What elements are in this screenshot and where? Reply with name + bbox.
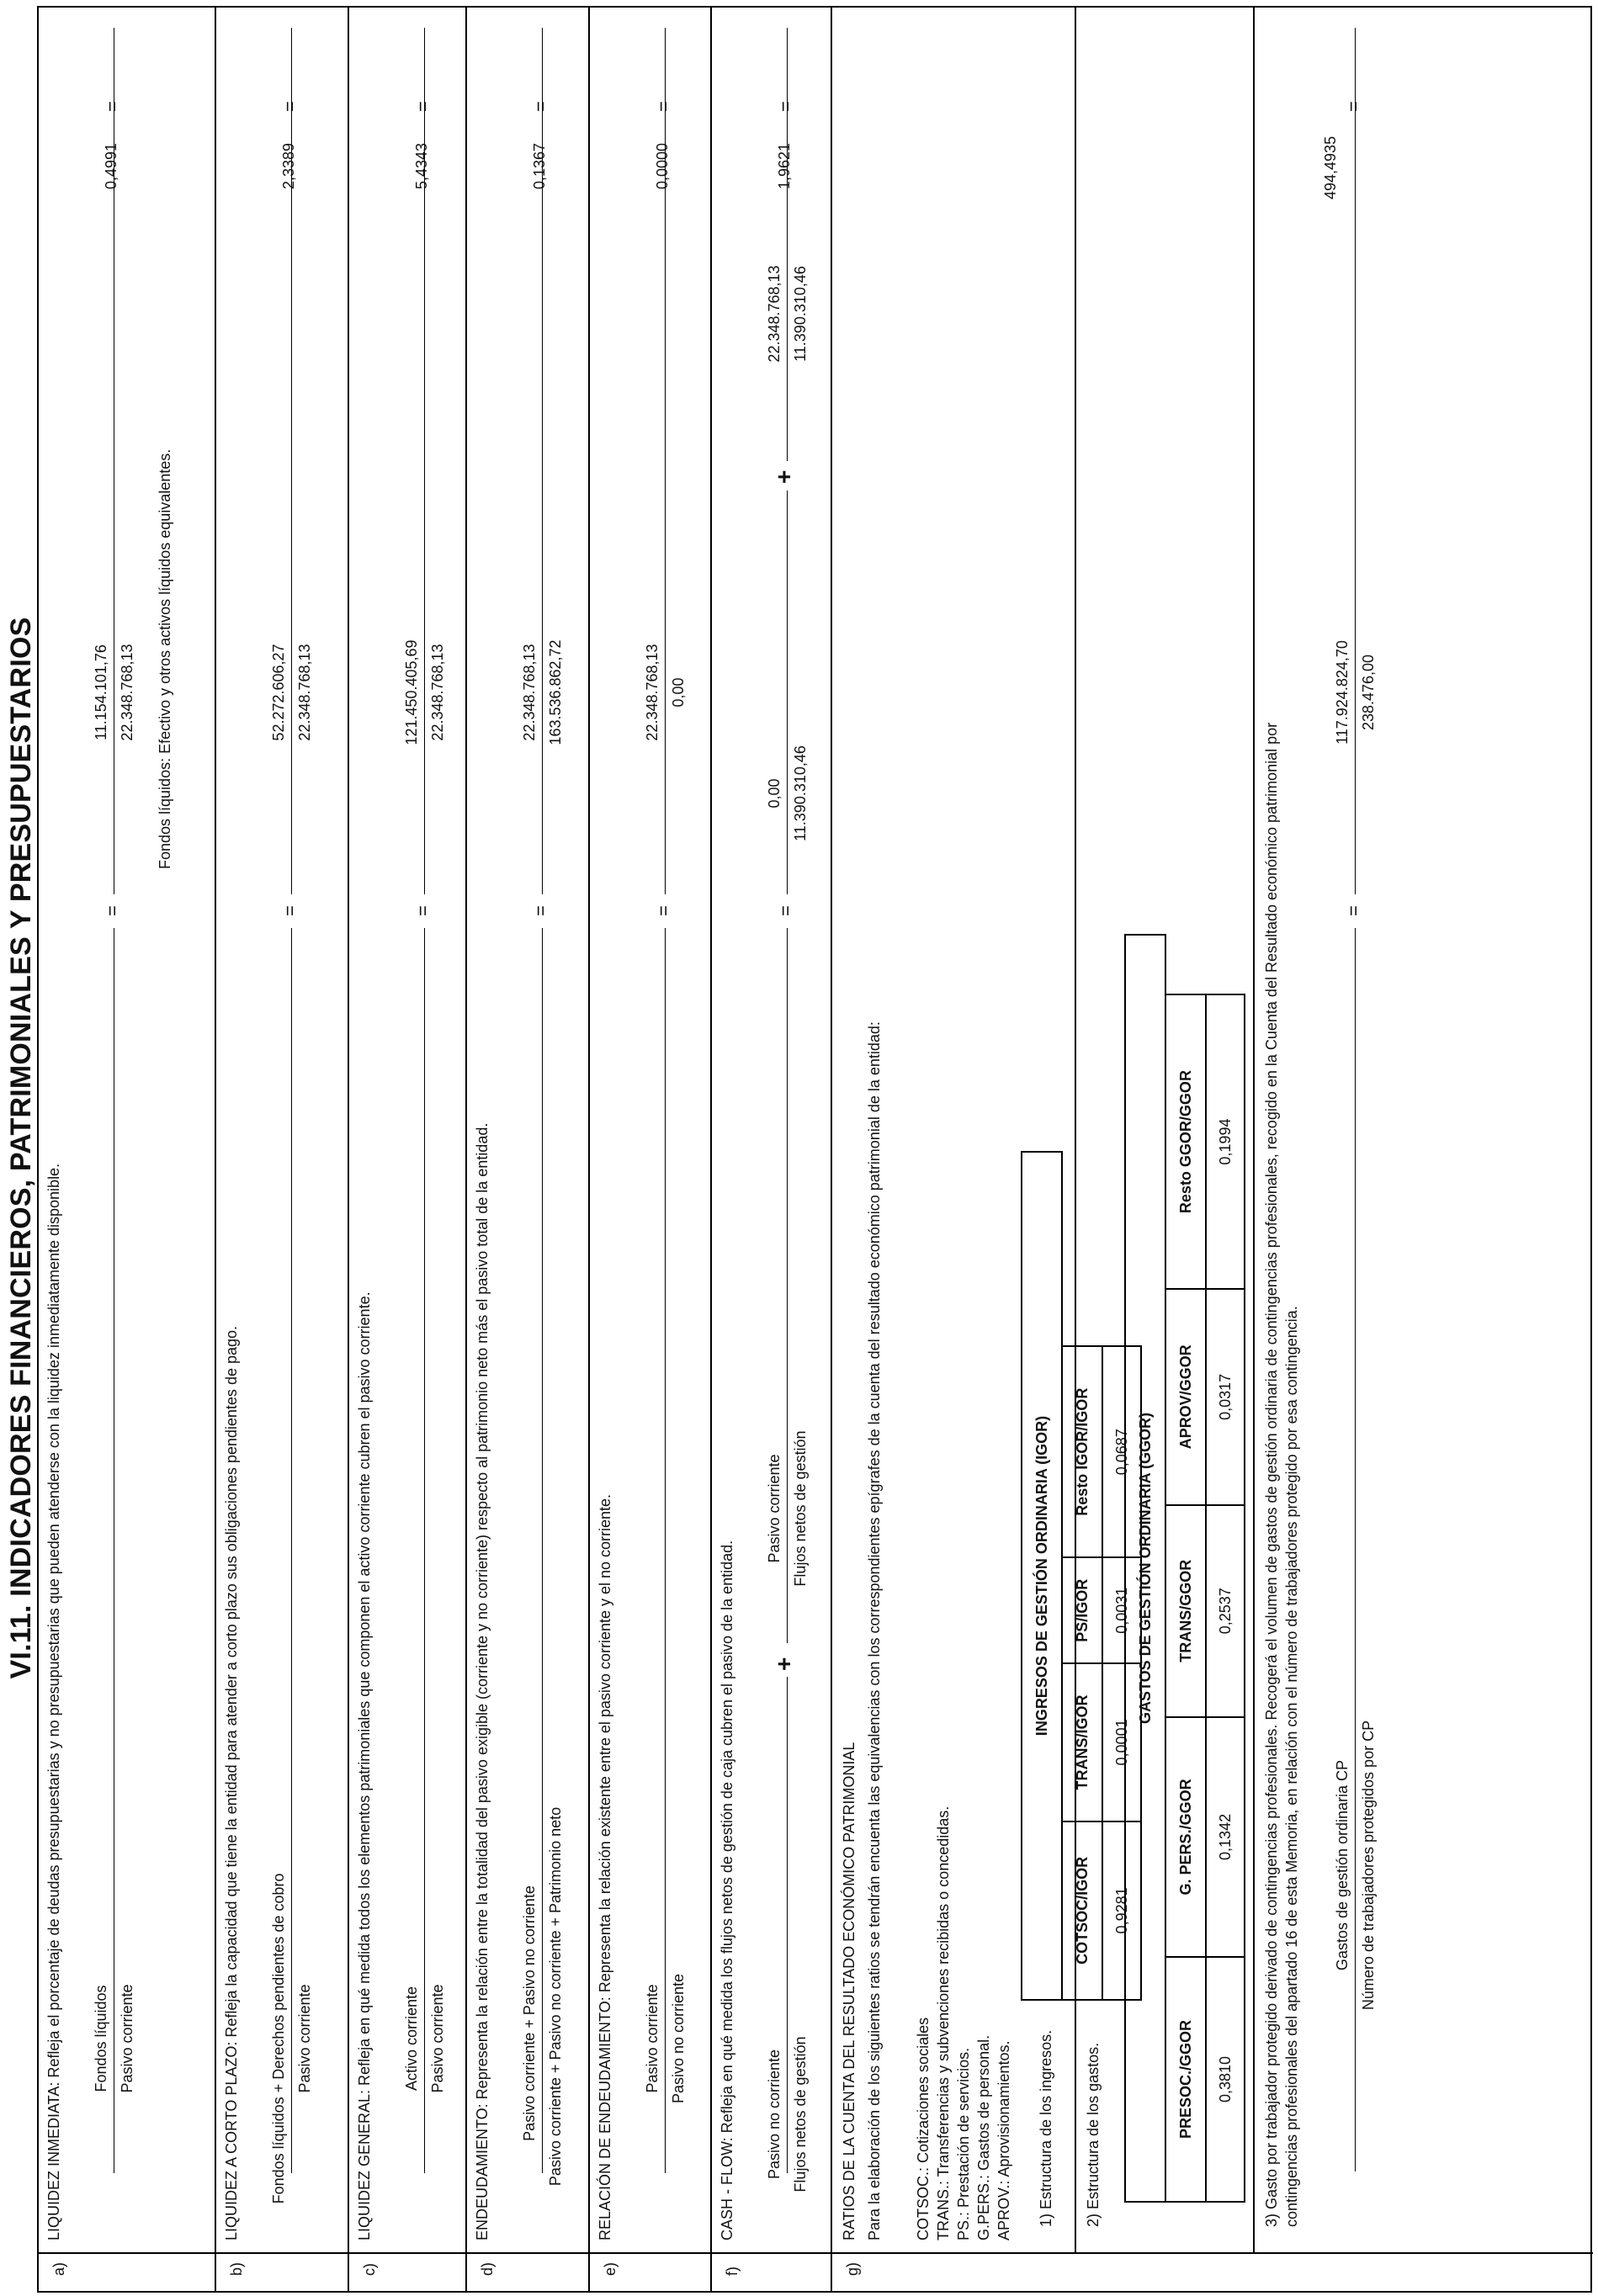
section-d-description: ENDEUDAMIENTO: Representa la relación entre la totalidad del pasivo exigible (corriente y no corriente) respecto al patrimonio neto más el pasivo total de la entidad. (474, 1122, 491, 2240)
section-a-numerator-value: 11.154.101,76 (93, 644, 109, 740)
section-f-term1-denominator: Flujos netos de gestión (792, 2036, 809, 2193)
section-f-description: CASH - FLOW: Refleja en qué medida los flujos netos de gestión de caja cubren el pasivo de la entidad. (719, 1540, 735, 2240)
section-d (467, 8, 590, 2291)
section-d-denominator-label: Pasivo corriente + Pasivo no corriente + Patrimonio neto (547, 1806, 564, 2187)
section-b-fraction-line (291, 928, 292, 2173)
gasto-trabajador-text-2: contingencias profesionales del apartado 16 de esta Memoria, en relación con el número de trabajadores protegido por esa contingencia. (1283, 1306, 1300, 2227)
glossary-cotsoc: COTSOC.: Cotizaciones sociales (915, 2017, 932, 2240)
section-f-value2-numerator: 22.348.768,13 (766, 265, 783, 363)
section-f-term2-line (787, 928, 788, 1643)
section-d-numerator-value: 22.348.768,13 (521, 644, 538, 741)
gastos-value-aprov: 0,0317 (1206, 1289, 1245, 1504)
section-a-denominator-label: Pasivo corriente (119, 1984, 135, 2093)
gastos-header-aprov: APROV/GGOR (1165, 1289, 1206, 1504)
gasto-trabajador-numerator-label: Gastos de gestión ordinaria CP (1334, 1759, 1351, 1971)
section-f-term2-numerator: Pasivo corriente (766, 1454, 783, 1563)
section-e-equals-right: = (653, 101, 674, 112)
ratios-intro: Para la elaboración de los siguientes ratios se tendrán encuenta las equivalencias con los correspondientes epígrafes de la cuenta del resultado económico patrimonial de la entidad: (866, 1021, 883, 2240)
section-c-numerator-value: 121.450.405,69 (403, 639, 420, 745)
gastos-value-gpers: 0,1342 (1206, 1717, 1245, 1957)
section-f-plus-right: + (771, 469, 797, 484)
section-f-term1-numerator: Pasivo no corriente (766, 2049, 783, 2180)
section-a-description: LIQUIDEZ INMEDIATA: Refleja el porcentaje de deudas presupuestarias y no presupuestarias que pueden atenderse con la liquidez inmediatamente disponible. (45, 1163, 62, 2240)
section-e (590, 8, 712, 2291)
section-c-fraction-line (424, 928, 425, 2173)
section-a-numerator-label: Fondos líquidos (93, 1985, 109, 2092)
section-e-result: 0,0000 (654, 142, 671, 189)
section-c-result: 5,4343 (413, 142, 430, 189)
section-d-equals-right: = (530, 101, 551, 112)
gastos-subheading: 2) Estructura de los gastos. (1085, 2042, 1102, 2227)
section-b-numerator-value: 52.272.606,27 (270, 644, 287, 741)
section-e-numerator-label: Pasivo corriente (644, 1984, 661, 2093)
ingresos-table-caption: INGRESOS DE GESTIÓN ORDINARIA (IGOR) (1022, 1152, 1062, 2000)
ingresos-value-trans: 0,0001 (1102, 1663, 1141, 1821)
glossary-ps: PS.: Prestación de servicios. (955, 2047, 972, 2240)
gasto-trabajador-numerator-value: 117.924.824,70 (1334, 640, 1351, 745)
section-f-equals-right: = (775, 101, 796, 112)
section-d-denominator-value: 163.536.862,72 (547, 639, 564, 745)
section-b-numerator-label: Fondos líquidos + Derechos pendientes de cobro (270, 1873, 287, 2204)
gastos-header-gpers: G. PERS./GGOR (1165, 1717, 1206, 1957)
section-f-term2-denominator: Flujos netos de gestión (792, 1430, 809, 1587)
section-a-equals-right: = (102, 101, 123, 112)
gastos-header-resto: Resto GGOR/GGOR (1165, 994, 1206, 1289)
ingresos-value-resto: 0,0687 (1102, 1346, 1141, 1557)
ingresos-header-resto: Resto IGOR/IGOR (1062, 1346, 1102, 1557)
section-f-value2-line (787, 28, 788, 461)
section-a-note: Fondos líquidos: Efectivo y otros activos líquidos equivalentes. (157, 448, 173, 869)
section-f (712, 8, 832, 2291)
page-title: VI.11. INDICADORES FINANCIEROS, PATRIMONIALES Y PRESUPUESTARIOS (5, 617, 37, 1679)
section-c-description: LIQUIDEZ GENERAL: Refleja en qué medida todos los elementos patrimoniales que componen el activo corriente cubren el pasivo corriente. (356, 1291, 373, 2240)
ingresos-header-ps: PS/IGOR (1062, 1557, 1102, 1663)
section-a-denominator-value: 22.348.768,13 (119, 644, 135, 741)
section-d-equals-left: = (530, 905, 551, 916)
section-c-denominator-value: 22.348.768,13 (429, 644, 446, 741)
section-c-letter: c) (349, 2252, 465, 2288)
section-f-value2-denominator: 11.390.310,46 (792, 266, 809, 362)
section-b-denominator-value: 22.348.768,13 (296, 644, 313, 741)
section-a-equals-left: = (102, 905, 123, 916)
section-b-equals-left: = (279, 905, 300, 916)
indicators-frame (37, 6, 1592, 2293)
ratios-heading: RATIOS DE LA CUENTA DEL RESULTADO ECONÓMICO PATRIMONIAL (841, 1742, 857, 2240)
gastos-header-presoc: PRESOC./GGOR (1165, 1957, 1206, 2202)
section-e-equals-left: = (653, 905, 674, 916)
section-f-equals-left: = (775, 905, 796, 916)
section-a-result: 0,4991 (103, 142, 119, 189)
gasto-trabajador-fraction-line (1355, 928, 1356, 2171)
section-a-letter: a) (39, 2252, 215, 2288)
section-f-term1-line (787, 1677, 788, 2173)
gastos-header-trans: TRANS/GGOR (1165, 1505, 1206, 1717)
section-b (216, 8, 349, 2291)
gastos-header-empty (1165, 935, 1206, 994)
ingresos-value-ps: 0,0031 (1102, 1557, 1141, 1663)
gastos-table (1124, 934, 1245, 2203)
section-d-fraction-line (542, 928, 543, 2173)
section-f-result: 1,9621 (776, 142, 793, 189)
section-a (39, 8, 216, 2291)
section-b-result: 2,3389 (280, 142, 297, 189)
glossary-trans: TRANS.: Transferencias y subvenciones recibidas o concedidas. (935, 1806, 952, 2240)
gasto-trabajador-value-line (1355, 28, 1356, 894)
section-d-result: 0,1367 (531, 142, 548, 189)
section-f-letter: f) (712, 2252, 831, 2288)
section-e-numerator-value: 22.348.768,13 (644, 644, 661, 741)
section-d-letter: d) (467, 2252, 588, 2288)
section-e-description: RELACIÓN DE ENDEUDAMIENTO: Representa la relación existente entre el pasivo corriente y el no corriente. (597, 1493, 613, 2240)
gasto-trabajador-block (1255, 8, 1593, 2252)
section-g-letter: g) (832, 2252, 1593, 2288)
glossary-aprov: APROV.: Aprovisionamientos. (995, 2040, 1012, 2240)
gasto-trabajador-result: 494,4935 (1322, 135, 1339, 199)
section-e-denominator-value: 0,00 (670, 677, 687, 708)
section-c-equals-left: = (412, 905, 433, 916)
section-c-numerator-label: Activo corriente (403, 1986, 420, 2092)
gasto-trabajador-denominator-value: 238.476,00 (1360, 654, 1377, 731)
section-c-denominator-label: Pasivo corriente (429, 1984, 446, 2093)
section-d-numerator-label: Pasivo corriente + Pasivo no corriente (521, 1885, 538, 2141)
section-f-value1-line (787, 490, 788, 894)
ingresos-header-trans: TRANS/IGOR (1062, 1663, 1102, 1821)
section-b-letter: b) (216, 2252, 348, 2288)
section-e-denominator-label: Pasivo no corriente (670, 1973, 687, 2104)
gastos-value-trans: 0,2537 (1206, 1505, 1245, 1717)
gastos-value-empty (1206, 935, 1245, 994)
section-e-letter: e) (590, 2252, 710, 2288)
section-c-equals-right: = (412, 101, 433, 112)
gasto-trabajador-equals-right: = (1343, 101, 1364, 112)
gasto-trabajador-denominator-label: Número de trabajadores protegidos por CP (1360, 1720, 1377, 2011)
section-f-value1-numerator: 0,00 (766, 778, 783, 809)
glossary-gpers: G.PERS.: Gastos de personal. (975, 2034, 992, 2240)
section-g (832, 8, 1593, 2291)
gastos-value-presoc: 0,3810 (1206, 1957, 1245, 2202)
gasto-trabajador-equals-left: = (1343, 905, 1364, 916)
section-c (349, 8, 467, 2291)
ingresos-header-cotsoc: COTSOC/IGOR (1062, 1821, 1102, 2000)
ingresos-value-cotsoc: 0,9281 (1102, 1821, 1141, 2000)
section-e-fraction-line (665, 928, 666, 2173)
section-b-denominator-label: Pasivo corriente (296, 1984, 313, 2093)
section-b-equals-right: = (279, 101, 300, 112)
section-f-value1-denominator: 11.390.310,46 (792, 745, 809, 841)
section-b-description: LIQUIDEZ A CORTO PLAZO: Refleja la capacidad que tiene la entidad para atender a corto plazo sus obligaciones pendientes de pago. (223, 1325, 240, 2240)
gastos-value-resto: 0,1994 (1206, 994, 1245, 1289)
ingresos-subheading: 1) Estructura de los ingresos. (1038, 2029, 1054, 2227)
gastos-table-caption: GASTOS DE GESTIÓN ORDINARIA (GGOR) (1125, 935, 1165, 2202)
gasto-trabajador-text-1: 3) Gasto por trabajador protegido derivado de contingencias profesionales. Recogerá el volumen de gastos de gestión ordinaria de contingencias profesionales, recogido en la Cuenta del Resultado económico patrimonial por (1263, 722, 1280, 2227)
section-f-plus-left: + (771, 1657, 797, 1671)
